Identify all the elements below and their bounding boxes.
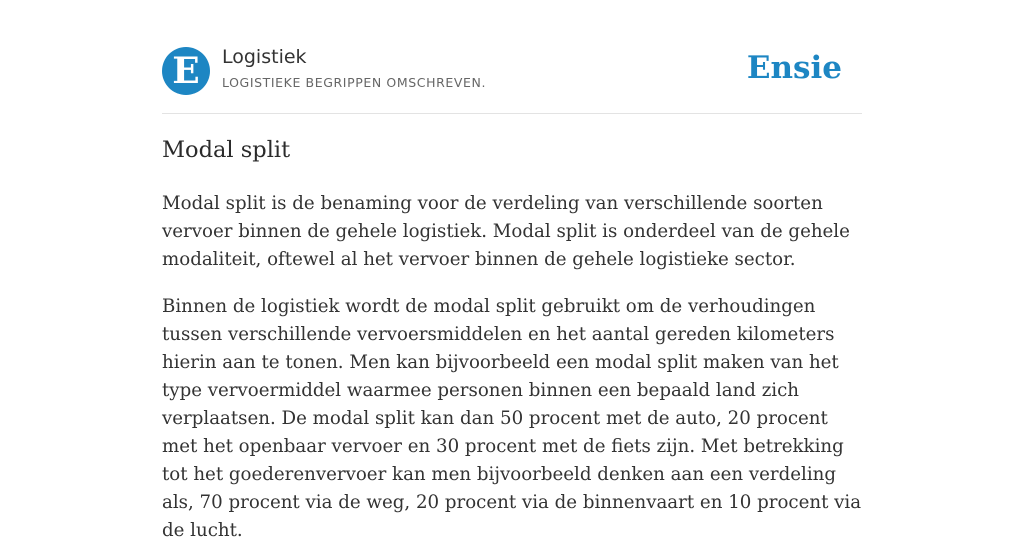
page-title: Modal split xyxy=(162,137,291,163)
site-tagline: LOGISTIEKE BEGRIPPEN OMSCHREVEN. xyxy=(222,75,487,90)
ensie-logo[interactable]: Ensie xyxy=(746,50,842,86)
site-logo-icon[interactable]: E xyxy=(162,47,210,95)
site-header xyxy=(162,0,862,114)
article-paragraph: Modal split is de benaming voor de verdeling van verschillende soorten vervoer binnen de gehele logistiek. Modal split is onderdeel van de gehele modaliteit, oftewel al het vervoer binnen de gehele logistieke sector. xyxy=(162,193,850,270)
article-paragraph: Binnen de logistiek wordt de modal split gebruikt om de verhoudingen tussen verschillende vervoersmiddelen en het aantal gereden kilometers hierin aan te tonen. Men kan bijvoorbeeld een modal split maken van het type vervoermiddel waarmee personen binnen een bepaald land zich verplaatsen. De modal split kan dan 50 procent met de auto, 20 procent met het openbaar vervoer en 30 procent met de fiets zijn. Met betrekking tot het goederenvervoer kan men bijvoorbeeld denken aan een verdeling als, 70 procent via de weg, 20 procent via de binnenvaart en 10 procent via de lucht. xyxy=(162,296,862,541)
page-container xyxy=(162,0,862,541)
site-name[interactable]: Logistiek xyxy=(222,46,307,68)
